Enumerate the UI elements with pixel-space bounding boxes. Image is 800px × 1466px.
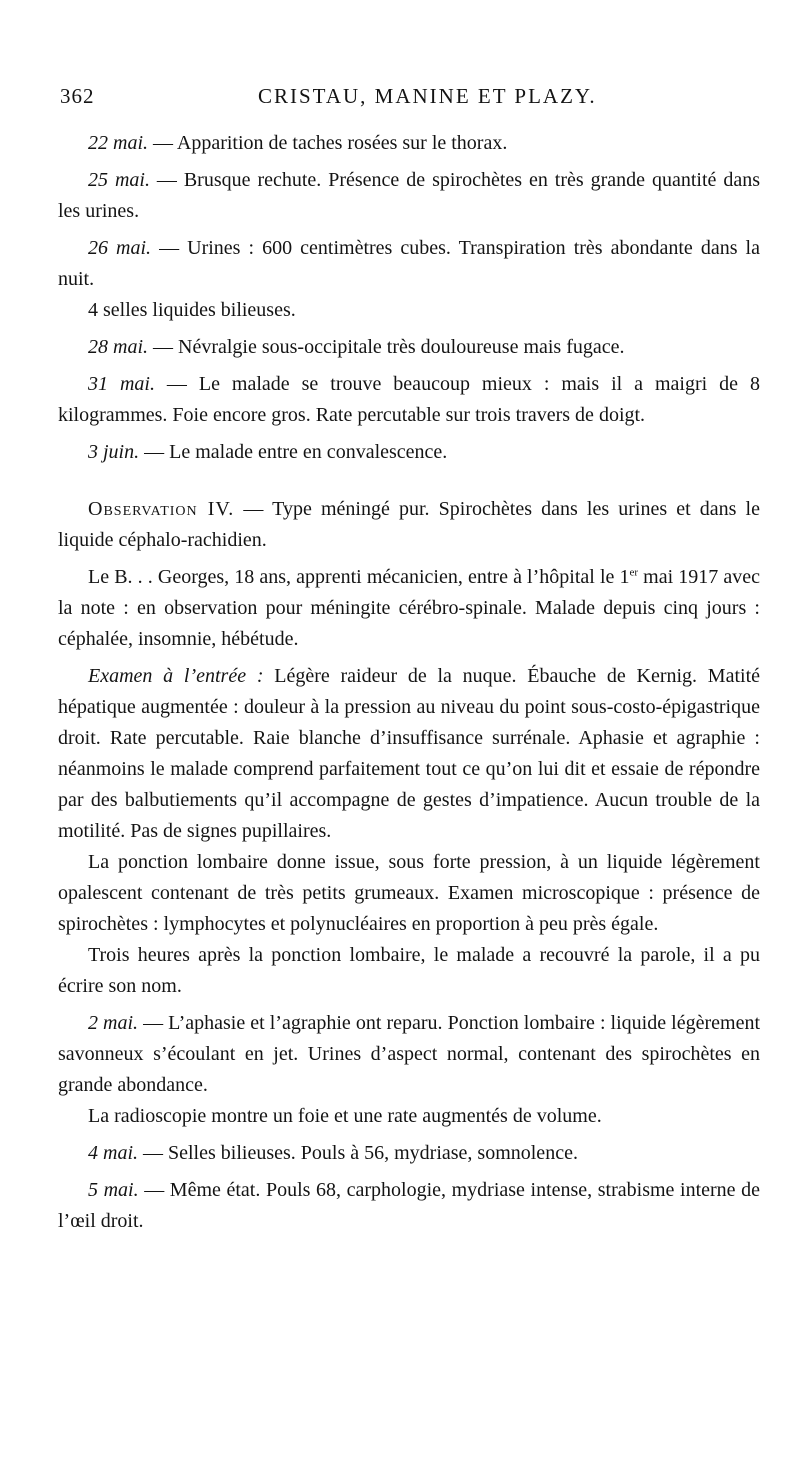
parole-paragraph: Trois heures après la ponction lombaire, le malade a recouvré la parole, il a pu écrire son nom. bbox=[58, 944, 760, 997]
page-body bbox=[58, 128, 760, 1237]
intro-text-b: mai 1917 avec la note : en observation pour méningite cérébro-spinale. Malade depuis cinq jours : céphalée, insomnie, hébétude. bbox=[58, 566, 761, 650]
entry-text: — L’aphasie et l’agraphie ont reparu. Ponction lombaire : liquide légèrement savonneux s’écoulant en jet. Urines d’aspect normal, contenant des spirochètes en grande abondance. bbox=[58, 1012, 761, 1096]
observation-title: — Type méningé pur. Spirochètes dans les urines et dans le liquide céphalo-rachidien. bbox=[58, 498, 760, 551]
observation-label: Observation IV. bbox=[88, 498, 235, 520]
ordinal-suffix: er bbox=[629, 566, 639, 579]
observation-heading bbox=[58, 494, 760, 556]
exam-paragraph bbox=[58, 661, 760, 847]
entry-date: 25 mai. bbox=[88, 169, 150, 191]
entry-text: — Brusque rechute. Présence de spirochètes en très grande quantité dans les urines. bbox=[58, 169, 761, 222]
entry-4-mai bbox=[58, 1138, 760, 1169]
entry-2-mai bbox=[58, 1008, 760, 1101]
entry-text: — Le malade se trouve beaucoup mieux : mais il a maigri de 8 kilogrammes. Foie encore gros. Rate percutable sur trois travers de doigt. bbox=[58, 373, 761, 426]
exam-label: Examen à l’entrée : bbox=[88, 665, 264, 687]
page-number: 362 bbox=[60, 84, 95, 108]
entry-selles bbox=[58, 295, 760, 326]
entry-date: 26 mai. bbox=[88, 237, 152, 259]
radioscopie-paragraph bbox=[58, 1101, 760, 1132]
entry-31-mai bbox=[58, 369, 760, 431]
entry-date: 28 mai. bbox=[88, 336, 148, 358]
entry-text: — Même état. Pouls 68, carphologie, mydriase intense, strabisme interne de l’œil droit. bbox=[58, 1179, 761, 1232]
entry-text: — Névralgie sous-occipitale très douloureuse mais fugace. bbox=[148, 336, 625, 358]
entry-26-mai bbox=[58, 233, 760, 295]
page-header bbox=[60, 84, 760, 114]
entry-text: — Le malade entre en convalescence. bbox=[139, 441, 448, 463]
entry-date: 31 mai. bbox=[88, 373, 155, 395]
entry-text: — Selles bilieuses. Pouls à 56, mydriase, somnolence. bbox=[138, 1142, 578, 1164]
entry-25-mai bbox=[58, 165, 760, 227]
entry-28-mai bbox=[58, 332, 760, 363]
entry-text: — Urines : 600 centimètres cubes. Transpiration très abondante dans la nuit. bbox=[58, 237, 760, 290]
entry-date: 4 mai. bbox=[88, 1142, 138, 1164]
entry-3-juin bbox=[58, 437, 760, 468]
entry-date: 3 juin. bbox=[88, 441, 140, 463]
entry-text: — Apparition de taches rosées sur le thorax. bbox=[148, 132, 508, 154]
patient-intro bbox=[58, 562, 760, 655]
entry-text: 4 selles liquides bilieuses. bbox=[88, 299, 296, 321]
entry-date: 5 mai. bbox=[88, 1179, 139, 1201]
ponction-paragraph: La ponction lombaire donne issue, sous forte pression, à un liquide légèrement opalescent contenant de très petits grumeaux. Examen microscopique : présence de spirochètes : lymphocytes et polynucléaires en proportion à peu près égale. bbox=[58, 851, 760, 935]
exam-text: Légère raideur de la nuque. Ébauche de Kernig. Matité hépatique augmentée : douleur à la pression au niveau du point sous-costo-épigastrique droit. Rate percutable. Raie blanche d’insuffisance surrénale. Aphasie et agraphie : néanmoins le malade comprend parfaitement tout ce qu’on lui dit et essaie de répondre par des balbutiements qu’il accompagne de gestes d’impatience. Aucun trouble de la motilité. Pas de signes pupillaires. bbox=[58, 665, 760, 842]
running-title: CRISTAU, MANINE ET PLAZY. bbox=[258, 84, 597, 108]
entry-22-mai bbox=[58, 128, 760, 159]
entry-date: 2 mai. bbox=[88, 1012, 139, 1034]
intro-text-a: Le B. . . Georges, 18 ans, apprenti mécanicien, entre à l’hôpital le 1 bbox=[88, 566, 630, 588]
entry-date: 22 mai. bbox=[88, 132, 148, 154]
entry-5-mai bbox=[58, 1175, 760, 1237]
entry-text: La radioscopie montre un foie et une rate augmentés de volume. bbox=[88, 1105, 602, 1127]
